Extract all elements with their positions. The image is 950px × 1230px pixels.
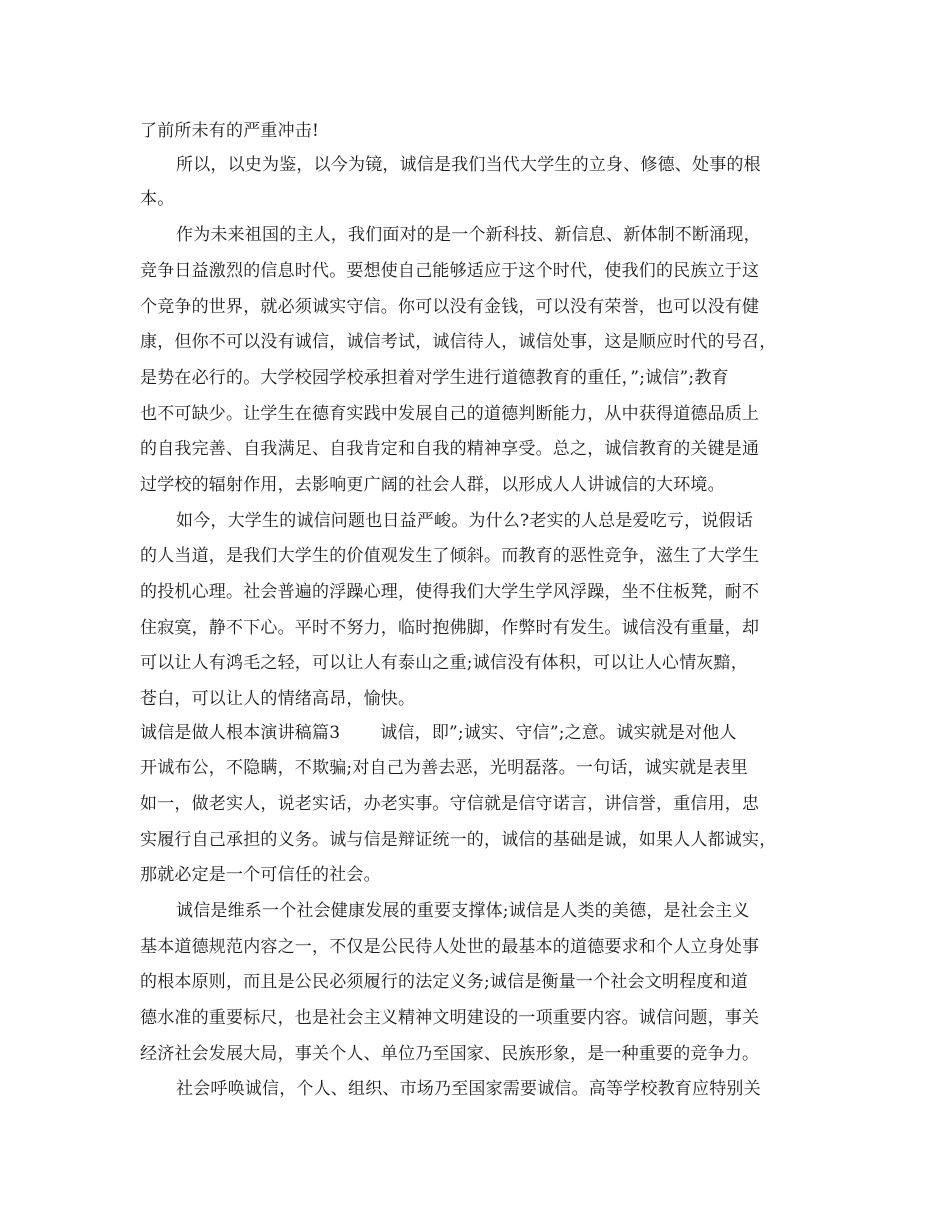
text-line: 的自我完善、自我满足、自我肯定和自我的精神享受。总之，诚信教育的关键是通 [140,439,760,459]
text-line: 苍白，可以让人的情绪高昂，愉快。 [140,689,416,709]
section-heading-line [140,717,820,749]
section-heading: 诚信是做人根本演讲稿篇3 [140,723,341,743]
text-line: 是势在必行的。大学校园学校承担着对学生进行道德教育的重任，”;诚信”;教育 [140,368,729,388]
text-line: 德水准的重要标尺，也是社会主义精神文明建设的一项重要内容。诚信问题，事关 [140,1008,760,1028]
paragraph-start: 诚信是维系一个社会健康发展的重要支撑体;诚信是人类的美德，是社会主义 [176,901,750,921]
text-line: 个竞争的世界，就必须诚实守信。你可以没有金钱，可以没有荣誉，也可以没有健 [140,297,760,317]
text-line: 竞争日益激烈的信息时代。要想使自己能够适应于这个时代，使我们的民族立于这 [140,261,760,281]
text-line: 那就必定是一个可信任的社会。 [140,865,381,885]
text-line: 实履行自己承担的义务。诚与信是辩证统一的，诚信的基础是诚，如果人人都诚实， [140,830,777,850]
text-line: 基本道德规范内容之一，不仅是公民待人处世的最基本的道德要求和个人立身处事 [140,937,760,957]
text-line: 了前所未有的严重冲击! [140,121,320,141]
text-line: 可以让人有鸿毛之轻，可以让人有泰山之重;诚信没有体积，可以让人心情灰黯， [140,653,748,673]
text-line: 也不可缺少。让学生在德育实践中发展自己的道德判断能力，从中获得道德品质上 [140,404,760,424]
text-line: 本。 [140,189,175,209]
paragraph-start: 作为未来祖国的主人，我们面对的是一个新科技、新信息、新体制不断涌现， [176,225,761,245]
text-line: 开诚布公，不隐瞒，不欺骗;对自己为善去恶，光明磊落。一句话，诚实就是表里 [140,758,748,778]
text-line: 如一，做老实人，说老实话，办老实事。守信就是信守诺言，讲信誉，重信用，忠 [140,794,760,814]
paragraph-start: 所以，以史为鉴，以今为镜，诚信是我们当代大学生的立身、修德、处事的根 [176,155,761,175]
text-line: 过学校的辐射作用，去影响更广阔的社会人群，以形成人人讲诚信的大环境。 [140,475,725,495]
text-line: 经济社会发展大局，事关个人、单位乃至国家、民族形象，是一种重要的竞争力。 [140,1044,760,1064]
paragraph-start: 社会呼唤诚信，个人、组织、市场乃至国家需要诚信。高等学校教育应特别关 [176,1079,761,1099]
paragraph-start: 如今，大学生的诚信问题也日益严峻。为什么?老实的人总是爱吃亏，说假话 [176,511,753,531]
text-line: 的根本原则，而且是公民必须履行的法定义务;诚信是衡量一个社会文明程度和道 [140,972,748,992]
text-line: 的投机心理。社会普遍的浮躁心理，使得我们大学生学风浮躁，坐不住板凳，耐不 [140,582,760,602]
text-line: 诚信，即”;诚实、守信”;之意。诚实就是对他人 [380,723,737,743]
text-line: 的人当道，是我们大学生的价值观发生了倾斜。而教育的恶性竞争，滋生了大学生 [140,546,760,566]
text-line: 住寂寞，静不下心。平时不努力，临时抱佛脚，作弊时有发生。诚信没有重量，却 [140,618,760,638]
text-line: 康，但你不可以没有诚信，诚信考试，诚信待人，诚信处事，这是顺应时代的号召， [140,332,777,352]
